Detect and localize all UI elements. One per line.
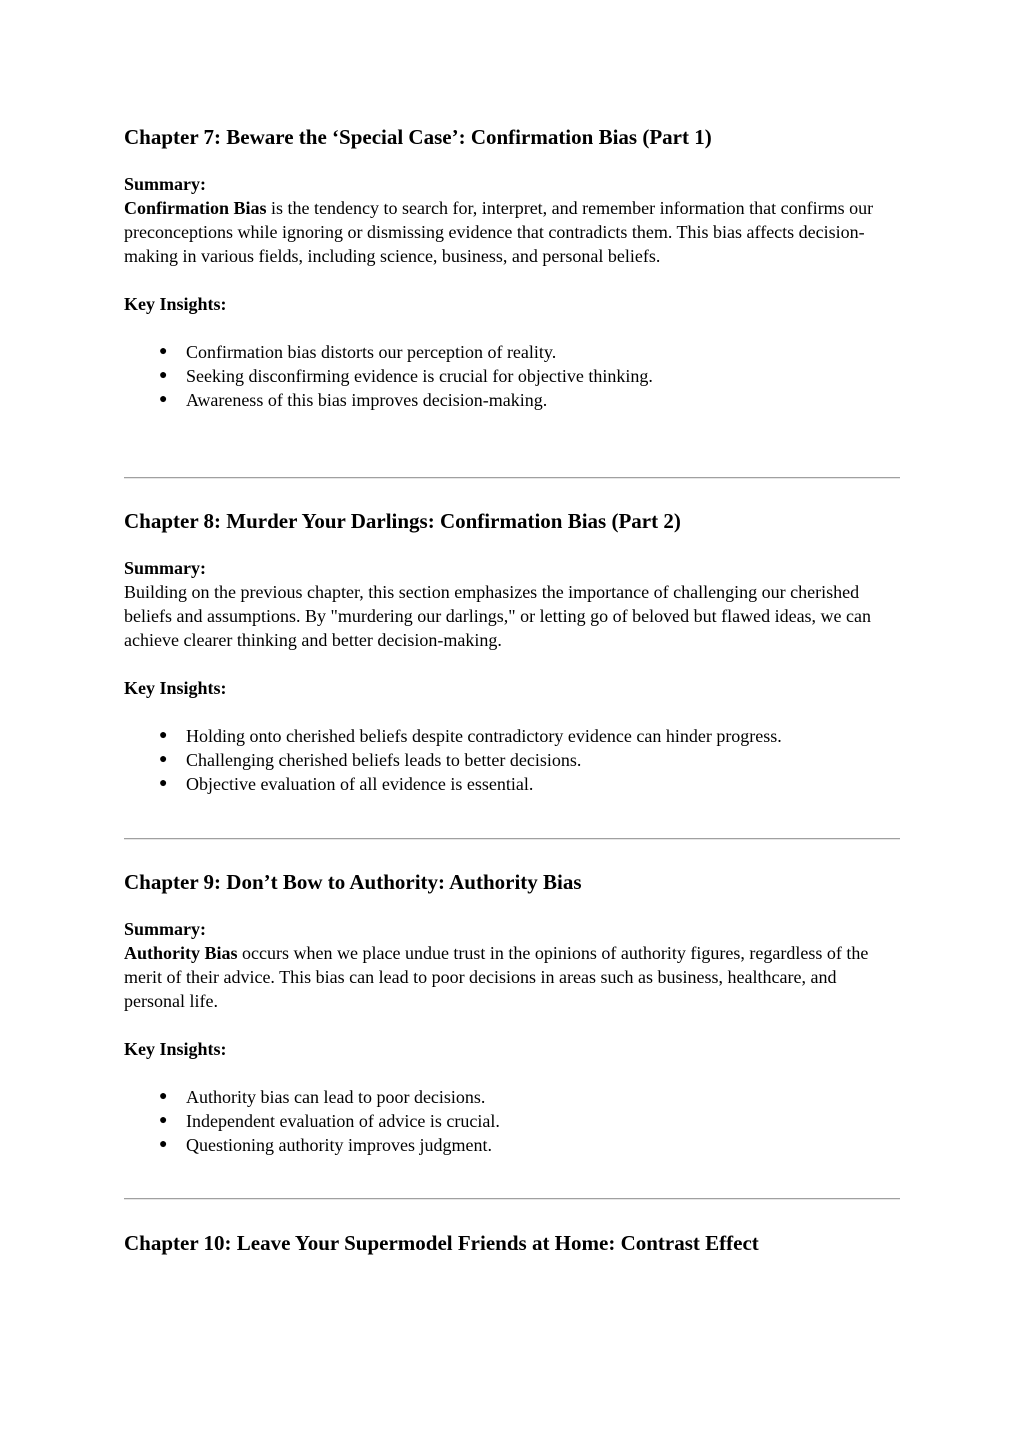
list-item [124,388,900,412]
section-divider [124,477,900,479]
summary-body: occurs when we place undue trust in the opinions of authority figures, regardless of the merit of their advice. This bias can lead to poor decisions in areas such as business, healthcare, and personal life. [124,943,869,1011]
bullet-icon: ● [159,368,168,383]
summary-body: is the tendency to search for, interpret, and remember information that confirms our preconceptions while ignoring or dismissing evidence that contradicts them. This bias affects decision-making in various fields, including science, business, and personal beliefs. [124,198,874,266]
bullet-icon: ● [159,752,168,767]
insight-text: Independent evaluation of advice is crucial. [186,1111,500,1131]
bullet-icon: ● [159,392,168,407]
key-insights-label: Key Insights: [124,1039,227,1059]
chapter-title: Chapter 10: Leave Your Supermodel Friends at Home: Contrast Effect [124,1231,759,1255]
section-divider [124,838,900,840]
chapter-title: Chapter 7: Beware the ‘Special Case’: Confirmation Bias (Part 1) [124,125,712,149]
summary-label: Summary: [124,919,206,939]
summary-text [124,941,900,1013]
insight-text: Questioning authority improves judgment. [186,1135,492,1155]
list-item [124,748,900,772]
chapter-8-section [124,508,900,796]
key-insights-list [124,1085,900,1157]
bullet-icon: ● [159,1089,168,1104]
insight-text: Challenging cherished beliefs leads to better decisions. [186,750,582,770]
list-item [124,340,900,364]
section-divider [124,1198,900,1200]
summary-label: Summary: [124,558,206,578]
insight-text: Holding onto cherished beliefs despite contradictory evidence can hinder progress. [186,726,782,746]
chapter-title: Chapter 9: Don’t Bow to Authority: Authority Bias [124,870,582,894]
list-item [124,1109,900,1133]
insight-text: Objective evaluation of all evidence is essential. [186,774,534,794]
list-item [124,1133,900,1157]
key-insights-list [124,340,900,412]
key-insights-label: Key Insights: [124,294,227,314]
chapter-title: Chapter 8: Murder Your Darlings: Confirmation Bias (Part 2) [124,509,681,533]
bullet-icon: ● [159,776,168,791]
insight-text: Confirmation bias distorts our perception of reality. [186,342,557,362]
chapter-10-section [124,1230,900,1256]
insight-text: Awareness of this bias improves decision-making. [186,390,548,410]
summary-label: Summary: [124,174,206,194]
key-insights-label: Key Insights: [124,678,227,698]
list-item [124,724,900,748]
chapter-7-section [124,124,900,412]
key-insights-list [124,724,900,796]
list-item [124,1085,900,1109]
bullet-icon: ● [159,344,168,359]
bullet-icon: ● [159,1113,168,1128]
chapter-9-section [124,869,900,1157]
summary-text [124,580,900,652]
insight-text: Authority bias can lead to poor decisions. [186,1087,486,1107]
summary-bold-term: Authority Bias [124,943,238,963]
bullet-icon: ● [159,1137,168,1152]
summary-bold-term: Confirmation Bias [124,198,267,218]
list-item [124,772,900,796]
insight-text: Seeking disconfirming evidence is crucial for objective thinking. [186,366,653,386]
summary-text [124,196,900,268]
summary-body: Building on the previous chapter, this section emphasizes the importance of challenging our cherished beliefs and assumptions. By "murdering our darlings," or letting go of beloved but flawed ideas, we can achieve clearer thinking and better decision-making. [124,582,872,650]
bullet-icon: ● [159,728,168,743]
list-item [124,364,900,388]
